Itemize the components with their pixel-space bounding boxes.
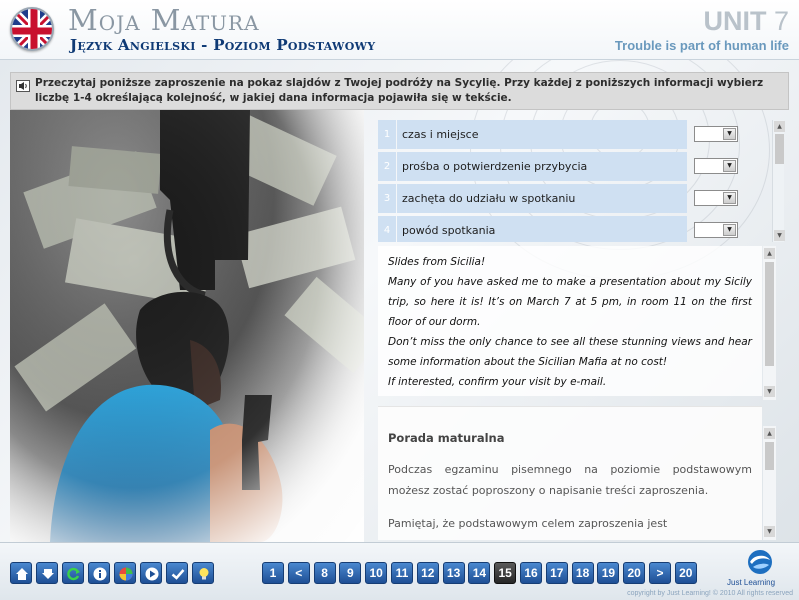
chevron-down-icon[interactable]: ▼ — [723, 160, 736, 172]
app-title: Moja Matura — [68, 3, 260, 37]
instruction-bar — [10, 72, 789, 110]
scroll-up-icon[interactable]: ▲ — [774, 121, 785, 132]
matching-row-number: 4 — [378, 216, 396, 242]
unit-subtitle: Trouble is part of human life — [614, 38, 789, 53]
info-button[interactable] — [88, 562, 110, 584]
tips-scrollbar[interactable] — [763, 426, 776, 540]
matching-row — [378, 184, 770, 213]
page-button-9[interactable]: 9 — [339, 562, 361, 584]
unit-word: UNIT — [703, 6, 767, 36]
scroll-up-icon[interactable]: ▲ — [764, 248, 775, 259]
page-button-12[interactable]: 12 — [417, 562, 439, 584]
matching-row-label: prośba o potwierdzenie przybycia — [397, 152, 687, 181]
page-button-13[interactable]: 13 — [443, 562, 465, 584]
download-icon — [40, 566, 56, 582]
main-content — [0, 60, 799, 542]
tips-text — [388, 459, 752, 540]
scroll-up-icon[interactable]: ▲ — [764, 428, 775, 439]
matching-row — [378, 216, 770, 242]
reading-paragraph: Don’t miss the only chance to see all these stunning views and hear some information about the Sicilian Mafia at no cost! — [388, 336, 752, 368]
check-button[interactable] — [166, 562, 188, 584]
matching-row-label: zachęta do udziału w spotkaniu — [397, 184, 687, 213]
home-icon — [14, 566, 30, 582]
scroll-down-icon[interactable]: ▼ — [774, 230, 785, 241]
refresh-button[interactable] — [62, 562, 84, 584]
reading-paragraph: Many of you have asked me to make a presentation about my Sicily trip, so here it is! It’s on March 7 at 5 pm, in room 11 on the first floor of our dorm. — [388, 276, 752, 328]
illustration-image — [10, 110, 364, 542]
matching-row-label: powód spotkania — [397, 216, 687, 242]
list-scrollbar[interactable] — [772, 120, 784, 242]
scroll-thumb[interactable] — [775, 134, 784, 164]
matching-list — [378, 120, 770, 242]
download-button[interactable] — [36, 562, 58, 584]
color-wheel-icon — [118, 566, 134, 582]
refresh-icon — [66, 566, 82, 582]
tips-title: Porada maturalna — [388, 431, 505, 445]
brand-name: Just Learning — [727, 578, 776, 587]
matching-row — [378, 120, 770, 149]
matching-row-label: czas i miejsce — [397, 120, 687, 149]
just-learning-logo-icon — [744, 549, 776, 575]
matching-row-number: 1 — [378, 120, 396, 149]
next-page-button[interactable]: > — [649, 562, 671, 584]
current-page-button[interactable]: 15 — [494, 562, 516, 584]
matching-row-number: 2 — [378, 152, 396, 181]
app-header — [0, 0, 799, 60]
play-icon — [144, 566, 160, 582]
uk-flag-icon — [10, 7, 54, 51]
prev-page-button[interactable]: < — [288, 562, 310, 584]
scroll-down-icon[interactable]: ▼ — [764, 386, 775, 397]
page-button-11[interactable]: 11 — [391, 562, 413, 584]
lightbulb-button[interactable] — [192, 562, 214, 584]
page-button-14[interactable]: 14 — [468, 562, 490, 584]
order-select[interactable] — [694, 190, 738, 206]
chevron-down-icon[interactable]: ▼ — [723, 192, 736, 204]
reading-scrollbar[interactable] — [763, 246, 776, 400]
scroll-thumb[interactable] — [765, 262, 774, 366]
app-footer — [0, 542, 799, 600]
order-select[interactable] — [694, 158, 738, 174]
order-select[interactable] — [694, 126, 738, 142]
reading-text-panel — [378, 246, 762, 396]
unit-number: 7 — [773, 6, 789, 36]
page-button-17[interactable]: 17 — [546, 562, 568, 584]
scroll-down-icon[interactable]: ▼ — [764, 526, 775, 537]
matching-row-number: 3 — [378, 184, 396, 213]
lightbulb-icon — [196, 566, 212, 582]
check-icon — [170, 566, 186, 582]
page-button-18[interactable]: 18 — [572, 562, 594, 584]
home-button[interactable] — [10, 562, 32, 584]
scroll-thumb[interactable] — [765, 442, 774, 470]
tips-paragraph: Pamiętaj, że podstawowym celem zaproszenia jest — [388, 517, 668, 530]
play-button[interactable] — [140, 562, 162, 584]
copyright-text: copyright by Just Learning! © 2010 All rights reserved — [627, 590, 793, 597]
speaker-icon[interactable] — [16, 77, 30, 89]
page-button-10[interactable]: 10 — [365, 562, 387, 584]
page-button-20[interactable]: 20 — [623, 562, 645, 584]
chevron-down-icon[interactable]: ▼ — [723, 128, 736, 140]
reading-paragraph: If interested, confirm your visit by e-mail. — [388, 376, 607, 388]
chevron-down-icon[interactable]: ▼ — [723, 224, 736, 236]
matching-row — [378, 152, 770, 181]
unit-label — [703, 6, 789, 37]
page-button-16[interactable]: 16 — [520, 562, 542, 584]
color-wheel-button[interactable] — [114, 562, 136, 584]
info-icon — [92, 566, 108, 582]
tips-paragraph: Podczas egzaminu pisemnego na poziomie podstawowym możesz zostać poproszony o napisanie treści zaproszenia. — [388, 463, 752, 497]
order-select[interactable] — [694, 222, 738, 238]
reading-paragraph: Slides from Sicilia! — [388, 256, 486, 268]
app-subtitle: Język Angielski - Poziom Podstawowy — [70, 36, 376, 54]
page-button-8[interactable]: 8 — [314, 562, 336, 584]
reading-text — [378, 246, 762, 392]
instruction-text: Przeczytaj poniższe zaproszenie na pokaz slajdów z Twojej podróży na Sycylię. Przy każdej z poniższych informacji wybierz liczbę 1-4 określającą kolejność, w jakiej dana informacja pojawiła się w tekście. — [35, 77, 764, 104]
page-button-1[interactable]: 1 — [262, 562, 284, 584]
page-button-20[interactable]: 20 — [675, 562, 697, 584]
tips-panel — [378, 406, 762, 540]
page-button-19[interactable]: 19 — [597, 562, 619, 584]
